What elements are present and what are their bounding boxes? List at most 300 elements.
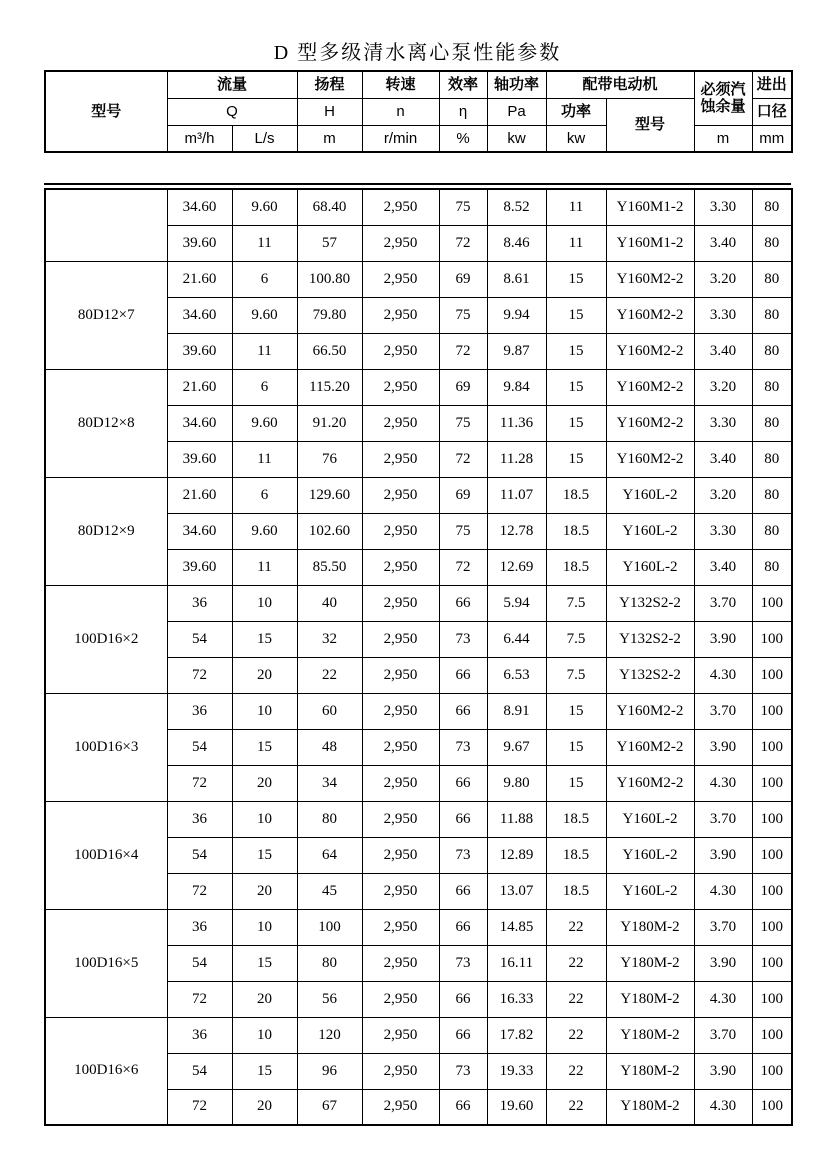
value-cell: 3.70 (694, 585, 752, 621)
value-cell: 66 (439, 873, 487, 909)
value-cell: 72 (439, 225, 487, 261)
value-cell: 96 (297, 1053, 362, 1089)
value-cell: 115.20 (297, 369, 362, 405)
value-cell: 2,950 (362, 513, 439, 549)
value-cell: 3.20 (694, 261, 752, 297)
value-cell: 100 (752, 837, 792, 873)
value-cell: 100 (752, 945, 792, 981)
value-cell: 80 (752, 513, 792, 549)
value-cell: 11 (232, 549, 297, 585)
value-cell: 72 (167, 873, 232, 909)
col-header-pump-model: 型号 (45, 71, 167, 152)
table-row (45, 189, 792, 225)
value-cell: 20 (232, 873, 297, 909)
value-cell: 9.80 (487, 765, 546, 801)
value-cell: Y180M-2 (606, 1017, 694, 1053)
unit-speed: r/min (362, 125, 439, 152)
col-header-port-line2: 口径 (752, 98, 792, 125)
value-cell: 66 (439, 585, 487, 621)
header-row-1 (45, 71, 792, 98)
pump-model-cell: 100D16×3 (45, 693, 167, 801)
value-cell: 4.30 (694, 1089, 752, 1125)
value-cell: 73 (439, 1053, 487, 1089)
value-cell: 14.85 (487, 909, 546, 945)
value-cell: 3.30 (694, 189, 752, 225)
value-cell: 3.90 (694, 945, 752, 981)
value-cell: 57 (297, 225, 362, 261)
value-cell: 3.40 (694, 225, 752, 261)
value-cell: 11.07 (487, 477, 546, 513)
value-cell: 15 (232, 729, 297, 765)
value-cell: 15 (546, 297, 606, 333)
value-cell: 2,950 (362, 729, 439, 765)
value-cell: 2,950 (362, 225, 439, 261)
value-cell: 3.40 (694, 549, 752, 585)
value-cell: 4.30 (694, 657, 752, 693)
value-cell: 12.78 (487, 513, 546, 549)
value-cell: 54 (167, 945, 232, 981)
value-cell: 2,950 (362, 1089, 439, 1125)
value-cell: 22 (546, 1053, 606, 1089)
value-cell: 7.5 (546, 585, 606, 621)
value-cell: 10 (232, 1017, 297, 1053)
value-cell: 19.60 (487, 1089, 546, 1125)
value-cell: 22 (297, 657, 362, 693)
value-cell: 9.60 (232, 405, 297, 441)
value-cell: Y160M2-2 (606, 261, 694, 297)
value-cell: 9.60 (232, 513, 297, 549)
col-header-motor-model: 型号 (606, 98, 694, 152)
value-cell: 15 (232, 621, 297, 657)
value-cell: 36 (167, 693, 232, 729)
value-cell: 36 (167, 801, 232, 837)
value-cell: 100 (752, 801, 792, 837)
value-cell: 8.46 (487, 225, 546, 261)
value-cell: 22 (546, 981, 606, 1017)
value-cell: 3.70 (694, 1017, 752, 1053)
table-row (45, 1017, 792, 1053)
value-cell: Y180M-2 (606, 981, 694, 1017)
value-cell: 9.67 (487, 729, 546, 765)
table-row (45, 693, 792, 729)
value-cell: 39.60 (167, 333, 232, 369)
value-cell: 2,950 (362, 297, 439, 333)
value-cell: 2,950 (362, 585, 439, 621)
value-cell: 72 (439, 549, 487, 585)
value-cell: 4.30 (694, 873, 752, 909)
value-cell: 21.60 (167, 477, 232, 513)
value-cell: Y132S2-2 (606, 621, 694, 657)
value-cell: 2,950 (362, 801, 439, 837)
value-cell: 54 (167, 621, 232, 657)
value-cell: 66 (439, 1089, 487, 1125)
value-cell: 67 (297, 1089, 362, 1125)
value-cell: 20 (232, 981, 297, 1017)
value-cell: 100 (752, 1053, 792, 1089)
value-cell: 102.60 (297, 513, 362, 549)
value-cell: 76 (297, 441, 362, 477)
col-header-flow: 流量 (167, 71, 297, 98)
value-cell: 68.40 (297, 189, 362, 225)
value-cell: 18.5 (546, 549, 606, 585)
col-header-shaft-power: 轴功率 (487, 71, 546, 98)
value-cell: 75 (439, 513, 487, 549)
value-cell: 18.5 (546, 873, 606, 909)
value-cell: Y160M2-2 (606, 333, 694, 369)
value-cell: 3.90 (694, 1053, 752, 1089)
value-cell: 3.90 (694, 621, 752, 657)
value-cell: Y160M2-2 (606, 729, 694, 765)
col-header-efficiency: 效率 (439, 71, 487, 98)
value-cell: Y180M-2 (606, 1089, 694, 1125)
value-cell: 73 (439, 837, 487, 873)
value-cell: 2,950 (362, 945, 439, 981)
value-cell: Y160M1-2 (606, 225, 694, 261)
value-cell: 22 (546, 909, 606, 945)
value-cell: 66 (439, 765, 487, 801)
value-cell: Y160M2-2 (606, 297, 694, 333)
value-cell: 15 (546, 729, 606, 765)
col-header-motor-power: 功率 (546, 98, 606, 125)
value-cell: 8.91 (487, 693, 546, 729)
value-cell: 22 (546, 1017, 606, 1053)
value-cell: 2,950 (362, 693, 439, 729)
value-cell: 22 (546, 945, 606, 981)
value-cell: Y160L-2 (606, 873, 694, 909)
value-cell: 100 (752, 873, 792, 909)
value-cell: 100 (752, 621, 792, 657)
value-cell: 34 (297, 765, 362, 801)
value-cell: 100 (752, 909, 792, 945)
value-cell: 15 (546, 333, 606, 369)
npsh-label-line1: 必须汽 (700, 81, 746, 98)
symbol-shaft-power: Pa (487, 98, 546, 125)
value-cell: 11.88 (487, 801, 546, 837)
value-cell: Y180M-2 (606, 909, 694, 945)
value-cell: 60 (297, 693, 362, 729)
value-cell: 72 (167, 657, 232, 693)
value-cell: 80 (752, 297, 792, 333)
symbol-head: H (297, 98, 362, 125)
value-cell: 85.50 (297, 549, 362, 585)
value-cell: 48 (297, 729, 362, 765)
unit-motor-power: kw (546, 125, 606, 152)
value-cell: 10 (232, 585, 297, 621)
value-cell: 3.70 (694, 801, 752, 837)
value-cell: 18.5 (546, 513, 606, 549)
value-cell: 3.40 (694, 441, 752, 477)
value-cell: 9.84 (487, 369, 546, 405)
value-cell: 2,950 (362, 1017, 439, 1053)
value-cell: 100.80 (297, 261, 362, 297)
value-cell: 100 (752, 765, 792, 801)
value-cell: 9.94 (487, 297, 546, 333)
value-cell: 10 (232, 801, 297, 837)
value-cell: 54 (167, 729, 232, 765)
value-cell: 22 (546, 1089, 606, 1125)
value-cell: 8.61 (487, 261, 546, 297)
value-cell: 2,950 (362, 369, 439, 405)
value-cell: 2,950 (362, 657, 439, 693)
table-row (45, 369, 792, 405)
value-cell: 9.60 (232, 189, 297, 225)
value-cell: 3.30 (694, 513, 752, 549)
value-cell: 15 (232, 1053, 297, 1089)
value-cell: 100 (752, 981, 792, 1017)
value-cell: Y160M2-2 (606, 441, 694, 477)
value-cell: 6.44 (487, 621, 546, 657)
value-cell: 69 (439, 369, 487, 405)
table-row (45, 477, 792, 513)
value-cell: 129.60 (297, 477, 362, 513)
value-cell: 15 (546, 369, 606, 405)
value-cell: 11 (546, 189, 606, 225)
value-cell: 66 (439, 1017, 487, 1053)
value-cell: 100 (752, 585, 792, 621)
value-cell: 3.30 (694, 297, 752, 333)
value-cell: 34.60 (167, 189, 232, 225)
value-cell: 2,950 (362, 189, 439, 225)
value-cell: Y160L-2 (606, 837, 694, 873)
spec-data-table (44, 188, 793, 1126)
value-cell: 3.90 (694, 837, 752, 873)
value-cell: 15 (546, 765, 606, 801)
value-cell: Y160L-2 (606, 549, 694, 585)
value-cell: 3.90 (694, 729, 752, 765)
value-cell: Y160L-2 (606, 477, 694, 513)
value-cell: 6 (232, 477, 297, 513)
value-cell: 7.5 (546, 621, 606, 657)
symbol-speed: n (362, 98, 439, 125)
value-cell: 18.5 (546, 477, 606, 513)
value-cell: 80 (752, 189, 792, 225)
value-cell: 11.36 (487, 405, 546, 441)
value-cell: 3.40 (694, 333, 752, 369)
value-cell: 21.60 (167, 369, 232, 405)
col-header-motor: 配带电动机 (546, 71, 694, 98)
value-cell: 100 (297, 909, 362, 945)
col-header-port-line1: 进出 (752, 71, 792, 98)
value-cell: 72 (167, 765, 232, 801)
value-cell: 39.60 (167, 549, 232, 585)
value-cell: Y160M1-2 (606, 189, 694, 225)
value-cell: 2,950 (362, 621, 439, 657)
value-cell: 8.52 (487, 189, 546, 225)
value-cell: 9.87 (487, 333, 546, 369)
value-cell: 32 (297, 621, 362, 657)
value-cell: 39.60 (167, 441, 232, 477)
value-cell: 66.50 (297, 333, 362, 369)
value-cell: 6 (232, 261, 297, 297)
value-cell: 66 (439, 909, 487, 945)
value-cell: 100 (752, 1089, 792, 1125)
value-cell: 73 (439, 945, 487, 981)
value-cell: 15 (232, 945, 297, 981)
value-cell: 11.28 (487, 441, 546, 477)
value-cell: Y132S2-2 (606, 585, 694, 621)
value-cell: 2,950 (362, 765, 439, 801)
value-cell: 64 (297, 837, 362, 873)
value-cell: 20 (232, 657, 297, 693)
value-cell: 17.82 (487, 1017, 546, 1053)
value-cell: 15 (546, 441, 606, 477)
value-cell: 34.60 (167, 513, 232, 549)
value-cell: 18.5 (546, 837, 606, 873)
unit-flow-ls: L/s (232, 125, 297, 152)
value-cell: 54 (167, 837, 232, 873)
symbol-flow: Q (167, 98, 297, 125)
value-cell: Y160M2-2 (606, 693, 694, 729)
value-cell: 120 (297, 1017, 362, 1053)
value-cell: 2,950 (362, 837, 439, 873)
data-table-section (44, 183, 791, 1126)
value-cell: 45 (297, 873, 362, 909)
value-cell: 2,950 (362, 261, 439, 297)
value-cell: 7.5 (546, 657, 606, 693)
value-cell: 69 (439, 261, 487, 297)
value-cell: 11 (232, 441, 297, 477)
data-table-body (45, 189, 792, 1125)
value-cell: 2,950 (362, 405, 439, 441)
pump-model-cell: 80D12×8 (45, 369, 167, 477)
value-cell: Y160M2-2 (606, 765, 694, 801)
value-cell: 6 (232, 369, 297, 405)
unit-shaft-power: kw (487, 125, 546, 152)
value-cell: 91.20 (297, 405, 362, 441)
value-cell: Y160L-2 (606, 513, 694, 549)
value-cell: 36 (167, 585, 232, 621)
value-cell: 80 (752, 549, 792, 585)
value-cell: 10 (232, 693, 297, 729)
value-cell: 15 (546, 693, 606, 729)
value-cell: 80 (752, 477, 792, 513)
value-cell: 15 (546, 261, 606, 297)
value-cell: 100 (752, 1017, 792, 1053)
pump-model-cell (45, 189, 167, 261)
value-cell: 73 (439, 621, 487, 657)
pump-model-cell: 100D16×2 (45, 585, 167, 693)
value-cell: 80 (752, 333, 792, 369)
value-cell: 66 (439, 693, 487, 729)
value-cell: 11 (232, 333, 297, 369)
value-cell: Y160L-2 (606, 801, 694, 837)
table-row (45, 585, 792, 621)
value-cell: 9.60 (232, 297, 297, 333)
value-cell: Y160M2-2 (606, 369, 694, 405)
value-cell: 11 (546, 225, 606, 261)
value-cell: 6.53 (487, 657, 546, 693)
value-cell: 80 (752, 405, 792, 441)
unit-port: mm (752, 125, 792, 152)
value-cell: 3.30 (694, 405, 752, 441)
value-cell: 3.20 (694, 477, 752, 513)
value-cell: 72 (167, 1089, 232, 1125)
page-title: D 型多级清水离心泵性能参数 (273, 42, 562, 64)
value-cell: 66 (439, 981, 487, 1017)
symbol-efficiency: η (439, 98, 487, 125)
value-cell: 3.70 (694, 909, 752, 945)
unit-npsh: m (694, 125, 752, 152)
value-cell: 80 (752, 225, 792, 261)
value-cell: 72 (167, 981, 232, 1017)
value-cell: 15 (232, 837, 297, 873)
value-cell: 34.60 (167, 405, 232, 441)
value-cell: 72 (439, 333, 487, 369)
value-cell: 19.33 (487, 1053, 546, 1089)
value-cell: 100 (752, 657, 792, 693)
value-cell: 69 (439, 477, 487, 513)
unit-efficiency: % (439, 125, 487, 152)
value-cell: 80 (752, 369, 792, 405)
value-cell: 16.33 (487, 981, 546, 1017)
value-cell: 100 (752, 729, 792, 765)
value-cell: 16.11 (487, 945, 546, 981)
value-cell: 75 (439, 297, 487, 333)
unit-flow-m3h: m³/h (167, 125, 232, 152)
value-cell: 3.70 (694, 693, 752, 729)
page-content (44, 0, 791, 1165)
value-cell: 80 (752, 441, 792, 477)
value-cell: 66 (439, 657, 487, 693)
table-row (45, 801, 792, 837)
value-cell: 18.5 (546, 801, 606, 837)
value-cell: 12.69 (487, 549, 546, 585)
value-cell: 40 (297, 585, 362, 621)
value-cell: 4.30 (694, 765, 752, 801)
pump-model-cell: 100D16×4 (45, 801, 167, 909)
value-cell: 72 (439, 441, 487, 477)
npsh-label-line2: 蚀余量 (700, 98, 746, 116)
col-header-speed: 转速 (362, 71, 439, 98)
value-cell: 39.60 (167, 225, 232, 261)
value-cell: 2,950 (362, 549, 439, 585)
value-cell: Y132S2-2 (606, 657, 694, 693)
value-cell: 10 (232, 909, 297, 945)
value-cell: 2,950 (362, 1053, 439, 1089)
value-cell: 2,950 (362, 981, 439, 1017)
spec-header-table (44, 70, 793, 153)
table-row (45, 909, 792, 945)
value-cell: 3.20 (694, 369, 752, 405)
table-row (45, 261, 792, 297)
value-cell: 4.30 (694, 981, 752, 1017)
pump-model-cell: 80D12×9 (45, 477, 167, 585)
value-cell: 80 (297, 945, 362, 981)
value-cell: Y160M2-2 (606, 405, 694, 441)
value-cell: 20 (232, 765, 297, 801)
value-cell: 79.80 (297, 297, 362, 333)
value-cell: 2,950 (362, 477, 439, 513)
value-cell: Y180M-2 (606, 945, 694, 981)
value-cell: 34.60 (167, 297, 232, 333)
value-cell: 15 (546, 405, 606, 441)
value-cell: 2,950 (362, 909, 439, 945)
value-cell: 100 (752, 693, 792, 729)
value-cell: 66 (439, 801, 487, 837)
value-cell: 20 (232, 1089, 297, 1125)
value-cell: 13.07 (487, 873, 546, 909)
value-cell: 21.60 (167, 261, 232, 297)
value-cell: Y180M-2 (606, 1053, 694, 1089)
value-cell: 2,950 (362, 333, 439, 369)
value-cell: 2,950 (362, 873, 439, 909)
value-cell: 36 (167, 1017, 232, 1053)
value-cell: 75 (439, 405, 487, 441)
value-cell: 75 (439, 189, 487, 225)
value-cell: 80 (297, 801, 362, 837)
pump-model-cell: 100D16×5 (45, 909, 167, 1017)
value-cell: 80 (752, 261, 792, 297)
